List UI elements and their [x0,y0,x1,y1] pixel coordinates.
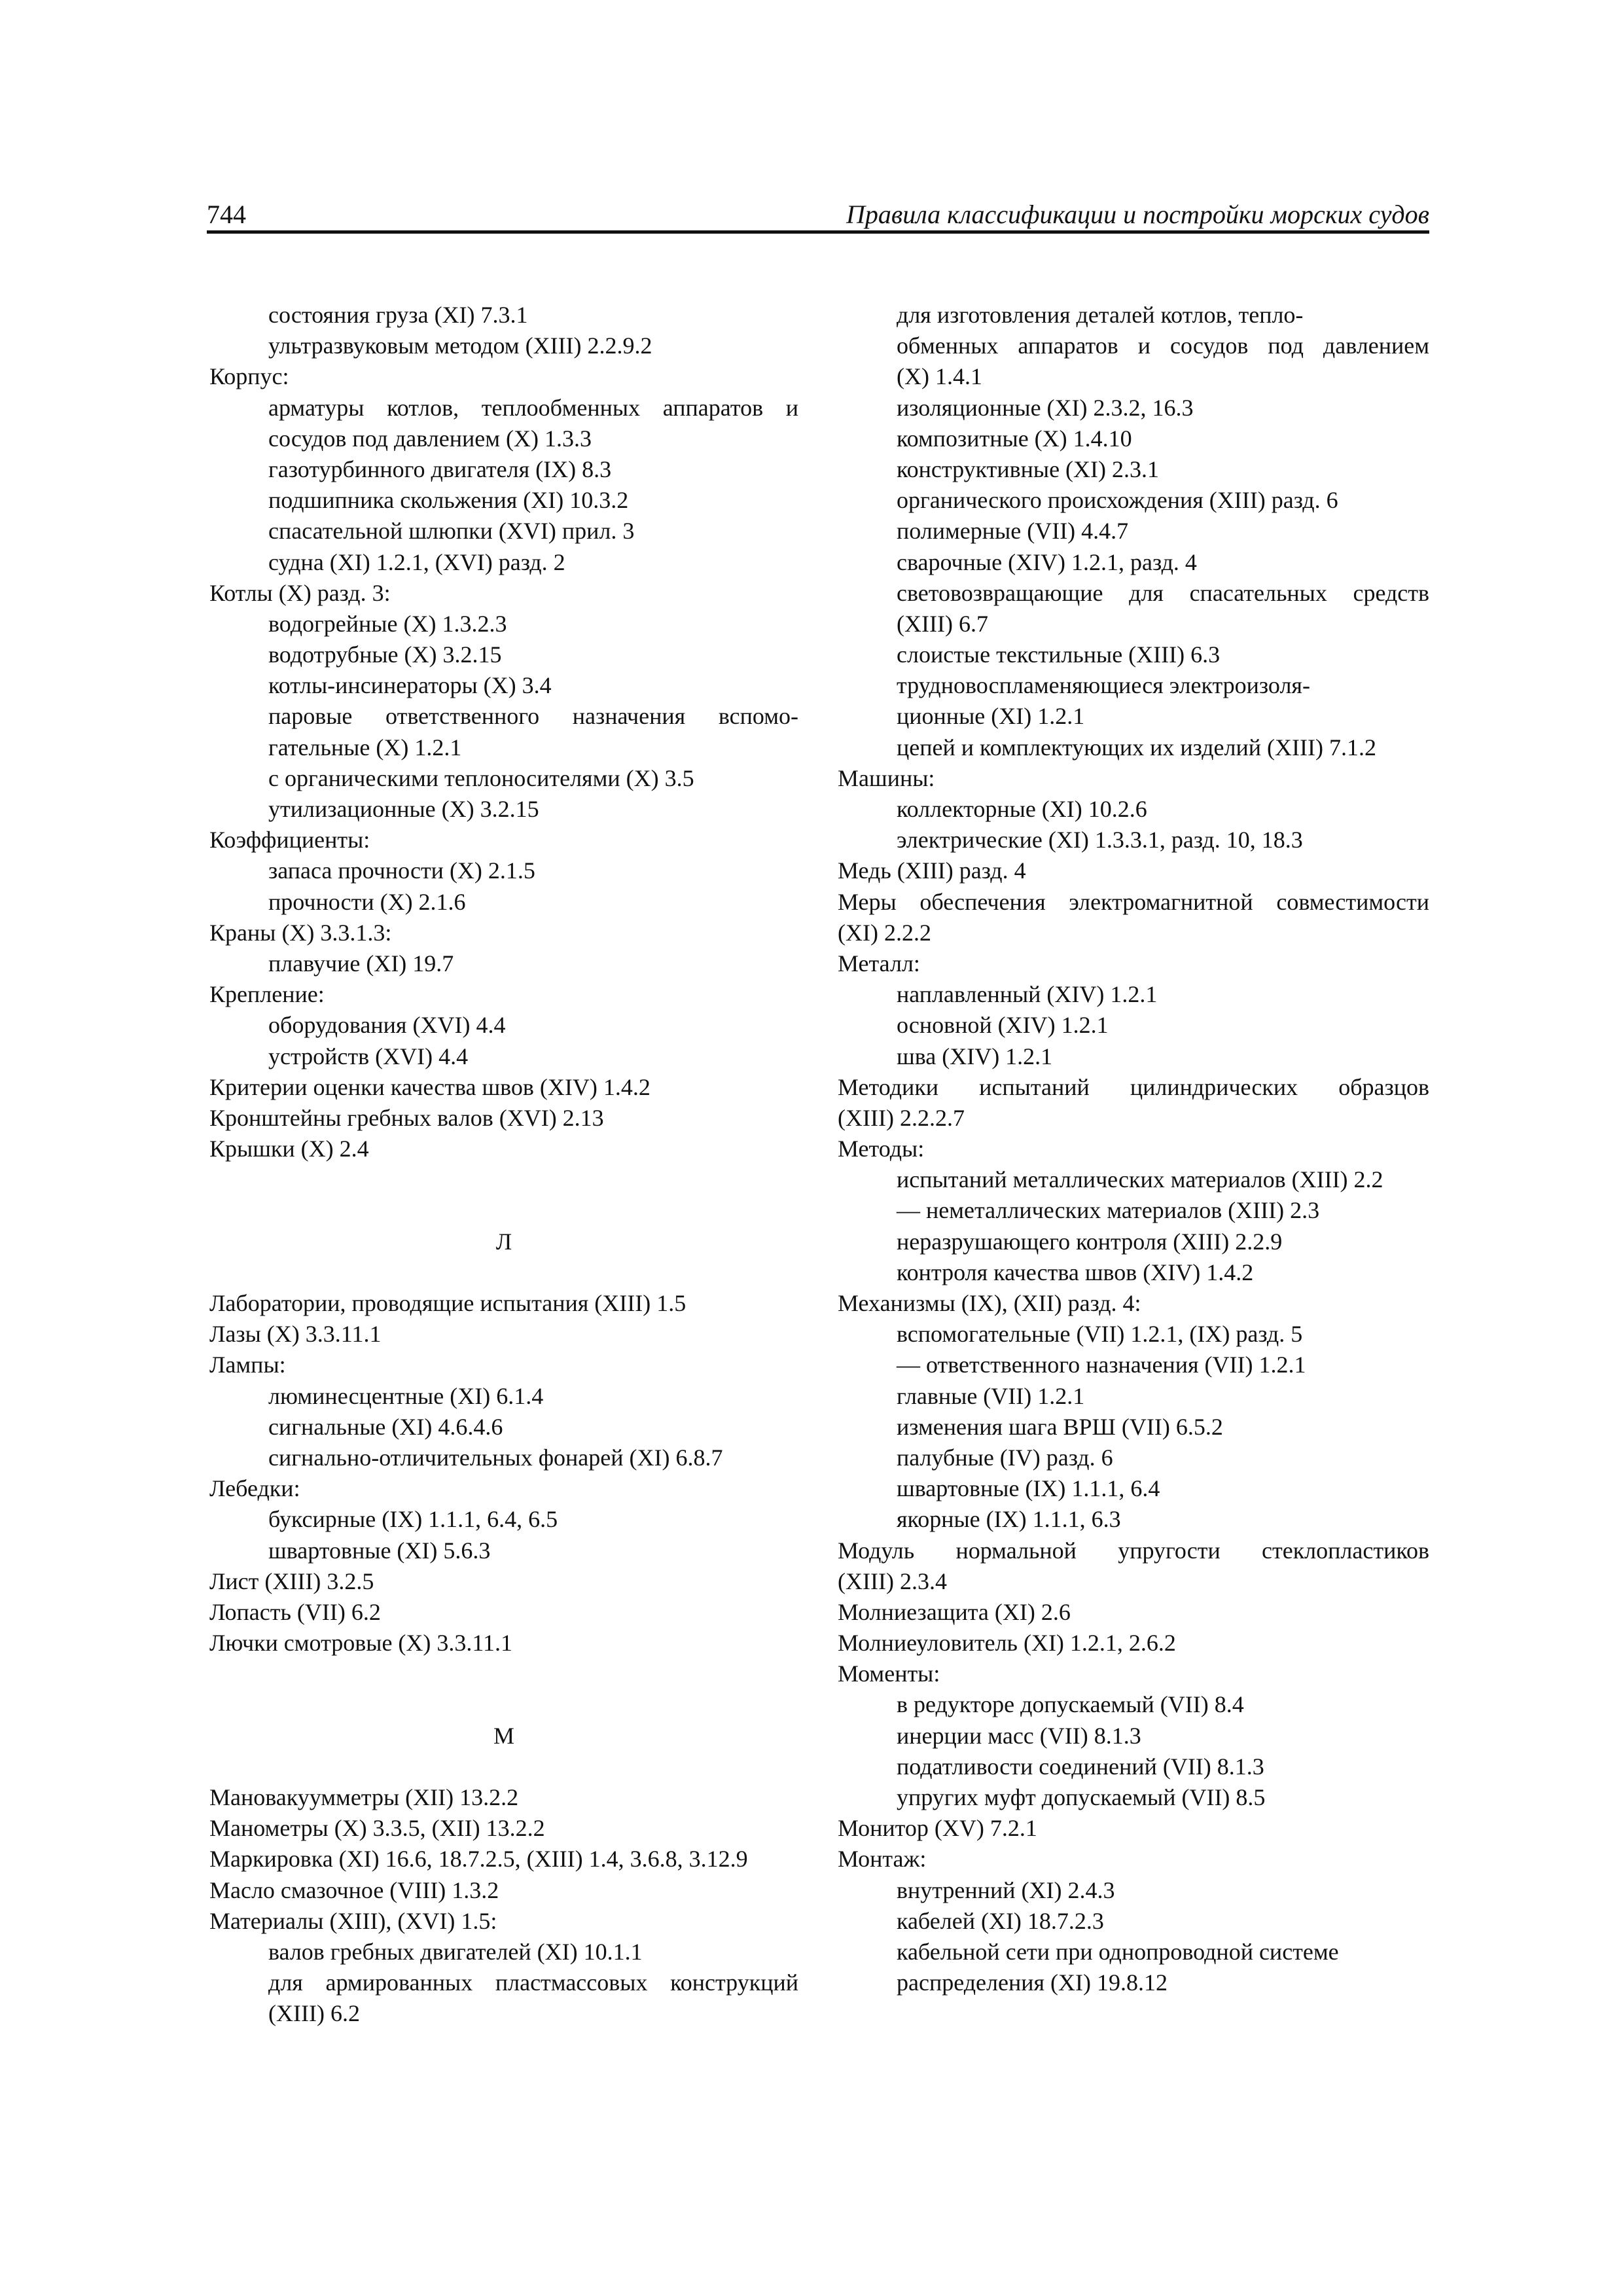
index-subentry: трудновоспламеняющиеся электроизоля- [897,672,1310,699]
index-subentry: слоистые текстильные (XIII) 6.3 [897,641,1221,668]
index-entry: Медь (XIII) разд. 4 [838,857,1026,884]
index-subentry: световозвращающие для спасательных средств [897,579,1429,606]
index-subentry: водогрейные (X) 1.3.2.3 [268,610,507,637]
index-subentry: (XIII) 6.7 [897,610,988,637]
index-entry: Машины: [838,764,935,791]
index-entry: Методики испытаний цилиндрических образцов [838,1073,1429,1100]
index-subentry: распределения (XI) 19.8.12 [897,1969,1168,1996]
header-rule [207,230,1429,234]
index-subentry: оборудования (XVI) 4.4 [268,1012,506,1039]
section-letter-heading: Л [495,1228,512,1255]
page-header [207,196,1429,236]
page-number: 744 [207,200,246,229]
index-subentry: запаса прочности (X) 2.1.5 [268,857,535,884]
index-entry: Маркировка (XI) 16.6, 18.7.2.5, (XIII) 1.4, 3.6.8, 3.12.9 [209,1846,748,1873]
index-subentry: газотурбинного двигателя (IX) 8.3 [268,456,612,482]
index-subentry: кабелей (XI) 18.7.2.3 [897,1907,1104,1934]
index-entry: Критерии оценки качества швов (XIV) 1.4.2 [209,1073,651,1100]
running-title: Правила классификации и постройки морских судов [846,200,1429,229]
index-entry: Лючки смотровые (X) 3.3.11.1 [209,1630,513,1657]
index-subentry: швартовные (XI) 5.6.3 [268,1537,491,1564]
index-entry: Моменты: [838,1660,940,1687]
index-entry: Лаборатории, проводящие испытания (XIII) 1.5 [209,1290,687,1316]
index-subentry: котлы-инсинераторы (X) 3.4 [268,672,552,699]
index-entry: Монитор (XV) 7.2.1 [838,1815,1037,1842]
index-subentry: с органическими теплоносителями (X) 3.5 [268,764,694,791]
index-entry: Манометры (X) 3.3.5, (XII) 13.2.2 [209,1815,545,1842]
index-subentry: изменения шага ВРШ (VII) 6.5.2 [897,1413,1223,1440]
index-subentry: сварочные (XIV) 1.2.1, разд. 4 [897,548,1197,575]
index-subentry: люминесцентные (XI) 6.1.4 [268,1382,544,1409]
index-entry: Лазы (X) 3.3.11.1 [209,1321,382,1348]
index-subentry: инерции масс (VII) 8.1.3 [897,1722,1141,1749]
index-column-left [209,300,798,2030]
index-entry: Металл: [838,950,920,977]
spacer [209,1257,798,1288]
index-subentry: внутренний (XI) 2.4.3 [897,1876,1115,1903]
spacer [209,1195,798,1226]
index-entry: Коэффициенты: [209,827,370,853]
index-subentry: — ответственного назначения (VII) 1.2.1 [897,1352,1306,1378]
index-subentry: палубные (IV) разд. 6 [897,1444,1113,1471]
index-subentry: устройств (XVI) 4.4 [268,1043,469,1069]
index-entry: Материалы (XIII), (XVI) 1.5: [209,1907,497,1934]
index-subentry: упругих муфт допускаемый (VII) 8.5 [897,1784,1266,1810]
index-subentry: швартовные (IX) 1.1.1, 6.4 [897,1475,1160,1502]
index-subentry: в редукторе допускаемый (VII) 8.4 [897,1691,1244,1718]
index-subentry: состояния груза (XI) 7.3.1 [268,302,528,328]
index-entry: Крепление: [209,981,325,1008]
index-subentry: сигнально-отличительных фонарей (XI) 6.8.7 [268,1444,723,1471]
index-subentry: конструктивные (XI) 2.3.1 [897,456,1160,482]
index-subentry: композитные (X) 1.4.10 [897,425,1132,452]
index-entry: Лист (XIII) 3.2.5 [209,1568,374,1594]
index-entry: Краны (X) 3.3.1.3: [209,919,392,946]
index-subentry: вспомогательные (VII) 1.2.1, (IX) разд. 5 [897,1321,1303,1348]
index-subentry: податливости соединений (VII) 8.1.3 [897,1753,1264,1780]
index-subentry: контроля качества швов (XIV) 1.4.2 [897,1259,1254,1285]
index-subentry: шва (XIV) 1.2.1 [897,1043,1053,1069]
index-entry: Масло смазочное (VIII) 1.3.2 [209,1876,499,1903]
index-entry: Модуль нормальной упругости стеклопластиков [838,1537,1429,1564]
index-subentry: обменных аппаратов и сосудов под давлением [897,332,1429,359]
index-entry: Мановакуумметры (XII) 13.2.2 [209,1784,519,1810]
index-entry: Методы: [838,1136,925,1162]
index-subentry: подшипника скольжения (XI) 10.3.2 [268,487,629,514]
index-subentry: ультразвуковым методом (XIII) 2.2.9.2 [268,332,652,359]
index-entry: Кронштейны гребных валов (XVI) 2.13 [209,1104,604,1131]
index-entry: Лампы: [209,1352,286,1378]
index-entry: Корпус: [209,363,289,390]
index-subentry: утилизационные (X) 3.2.15 [268,796,539,822]
index-subentry: (X) 1.4.1 [897,363,982,390]
index-subentry: спасательной шлюпки (XVI) прил. 3 [268,518,635,545]
index-subentry: сосудов под давлением (X) 1.3.3 [268,425,592,452]
index-subentry: сигнальные (XI) 4.6.4.6 [268,1413,503,1440]
index-subentry: валов гребных двигателей (XI) 10.1.1 [268,1938,643,1965]
index-entry: (XIII) 2.3.4 [838,1568,947,1594]
spacer [209,1659,798,1689]
index-entry: Крышки (X) 2.4 [209,1136,369,1162]
index-subentry: (XIII) 6.2 [268,2000,360,2027]
index-entry: (XIII) 2.2.2.7 [838,1104,965,1131]
index-subentry: арматуры котлов, теплообменных аппаратов и [268,394,798,421]
index-subentry: прочности (X) 2.1.6 [268,888,466,915]
spacer [209,1689,798,1720]
index-subentry: судна (XI) 1.2.1, (XVI) разд. 2 [268,548,565,575]
index-subentry: полимерные (VII) 4.4.7 [897,518,1129,545]
index-subentry: цепей и комплектующих их изделий (XIII) 7.1.2 [897,734,1376,761]
index-entry: Молниезащита (XI) 2.6 [838,1598,1071,1625]
index-subentry: гательные (X) 1.2.1 [268,734,462,761]
index-subentry: водотрубные (X) 3.2.15 [268,641,502,668]
index-subentry: коллекторные (XI) 10.2.6 [897,796,1147,822]
index-entry: (XI) 2.2.2 [838,919,931,946]
section-letter-heading: М [493,1722,514,1749]
index-entry: Меры обеспечения электромагнитной совместимости [838,888,1429,915]
index-entry: Монтаж: [838,1846,927,1873]
index-subentry: электрические (XI) 1.3.3.1, разд. 10, 18.3 [897,827,1303,853]
index-subentry: кабельной сети при однопроводной системе [897,1938,1339,1965]
index-entry: Котлы (X) разд. 3: [209,579,391,606]
index-subentry: изоляционные (XI) 2.3.2, 16.3 [897,394,1194,421]
index-subentry: неразрушающего контроля (XIII) 2.2.9 [897,1228,1283,1255]
index-subentry: органического происхождения (XIII) разд. 6 [897,487,1338,514]
index-entry: Лебедки: [209,1475,300,1502]
index-entry: Лопасть (VII) 6.2 [209,1598,381,1625]
index-column-right [838,300,1429,1998]
index-entry: Молниеуловитель (XI) 1.2.1, 2.6.2 [838,1630,1176,1657]
index-subentry: для армированных пластмассовых конструкций [268,1969,798,1996]
index-subentry: якорные (IX) 1.1.1, 6.3 [897,1506,1121,1533]
index-subentry: буксирные (IX) 1.1.1, 6.4, 6.5 [268,1506,558,1533]
index-subentry: ционные (XI) 1.2.1 [897,703,1085,730]
index-subentry: паровые ответственного назначения вспомо- [268,703,798,730]
spacer [209,1751,798,1782]
index-subentry: основной (XIV) 1.2.1 [897,1012,1109,1039]
index-subentry: — неметаллических материалов (XIII) 2.3 [897,1197,1320,1224]
index-subentry: испытаний металлических материалов (XIII) 2.2 [897,1166,1383,1193]
spacer [209,1164,798,1195]
index-subentry: главные (VII) 1.2.1 [897,1382,1085,1409]
index-subentry: для изготовления деталей котлов, тепло- [897,302,1304,328]
index-subentry: плавучие (XI) 19.7 [268,950,454,977]
index-subentry: наплавленный (XIV) 1.2.1 [897,981,1158,1008]
index-entry: Механизмы (IX), (XII) разд. 4: [838,1290,1141,1316]
